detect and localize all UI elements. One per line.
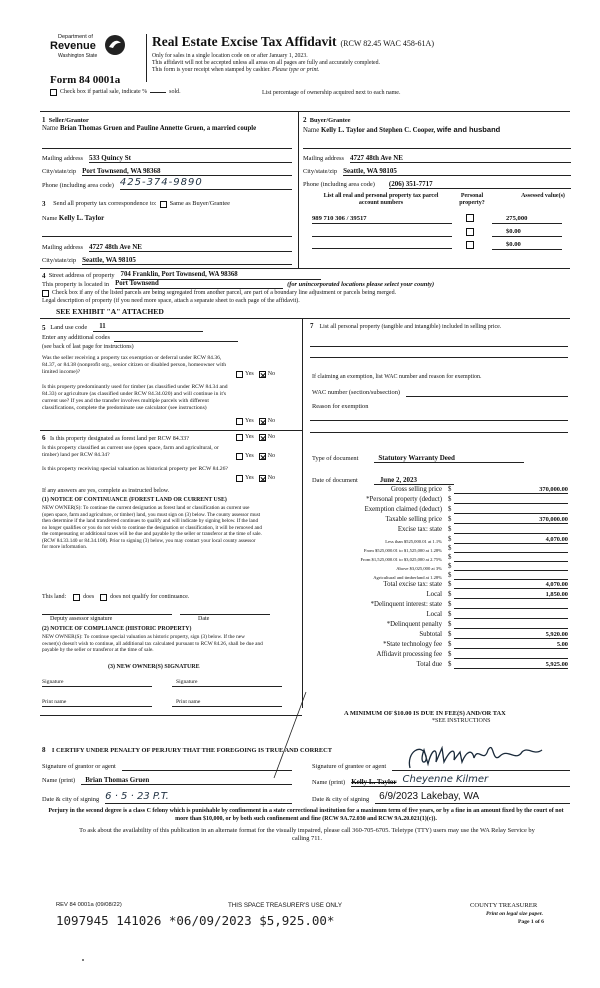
tax-row-value	[454, 611, 568, 619]
tax-row-label: Less than $525,000.01 at 1.1%	[385, 538, 442, 544]
tax-row-value	[454, 526, 568, 534]
tax-row-currency: $	[448, 485, 452, 493]
tax-row	[312, 660, 568, 669]
tax-row-label: Affidavit processing fee	[376, 650, 442, 658]
certify-statement: I CERTIFY UNDER PENALTY OF PERJURY THAT THE FOREGOING IS TRUE AND CORRECT	[51, 747, 332, 754]
buyer-phone: (206) 351-7717	[389, 180, 571, 189]
notice-line3-italic: Please type or print.	[272, 67, 320, 74]
tax-row-value: 1,850.00	[454, 591, 568, 599]
tax-row	[312, 525, 568, 534]
county-treasurer: COUNTY TREASURER	[470, 902, 538, 909]
tax-row-label: Total due	[416, 660, 442, 668]
form-title: Real Estate Excise Tax Affidavit	[152, 34, 337, 49]
tax-row	[312, 535, 568, 544]
tax-row-currency: $	[448, 660, 452, 668]
notice-continuance-title: (1) NOTICE OF CONTINUANCE (FOREST LAND OR CURRENT USE)	[42, 497, 227, 503]
tax-row-label: *Delinquent penalty	[386, 620, 442, 628]
tax-row-label: *State technology fee	[383, 640, 442, 648]
tax-row-value: 5,925.00	[454, 661, 568, 669]
tax-row	[312, 630, 568, 639]
new-owner-signature-heading: (3) NEW OWNER(S) SIGNATURE	[108, 664, 200, 670]
alt-format-notice: To ask about the availability of this publication in an alternate format for the visually impaired, please call 360-705-6705. Teletype (TTY) users may use the WA Relay Service by calling 711.	[79, 827, 535, 843]
grantor-date-city: 6 · 5 · 23 P.T.	[105, 791, 292, 804]
tax-row	[312, 485, 568, 494]
tax-row	[312, 590, 568, 599]
exemption-yes-checkbox[interactable]	[236, 371, 243, 378]
historic-question: Is this property receiving special valuation as historical property per RCW 84.26?	[42, 466, 228, 472]
tax-row-value: 370,000.00	[454, 516, 568, 524]
same-as-buyer-checkbox[interactable]	[160, 201, 167, 208]
tax-row-currency: $	[448, 535, 452, 543]
tax-row-value	[454, 506, 568, 514]
minimum-fee-note: A MINIMUM OF $10.00 IS DUE IN FEE(S) AND/OR TAX	[344, 710, 506, 717]
tax-row	[312, 650, 568, 659]
tax-row	[312, 620, 568, 629]
perjury-notice: Perjury in the second degree is a class C felony which is punishable by confinement in a state correctional institution for a maximum term of five years, or by a fine in an amount fixed by the court of not more than $10,000, or by both such confinement and fine (RCW 9A.72.030 and RCW 9A.20.021(1)(c)).	[48, 808, 564, 822]
tax-row-currency: $	[448, 580, 452, 588]
ownership-note: List percentage of ownership acquired next to each name.	[262, 90, 401, 96]
deputy-date-label: Date	[198, 616, 210, 622]
tax-row-value: 5,920.00	[454, 631, 568, 639]
form-title-ref: (RCW 82.45 WAC 458-61A)	[340, 39, 434, 48]
current-use-no-checkbox[interactable]	[259, 453, 266, 460]
document-date: June 2, 2023	[374, 476, 454, 485]
grantor-print-name: Brian Thomas Gruen	[81, 776, 292, 785]
notice-line3: This form is your receipt when stamped by cashier.	[152, 67, 271, 74]
partial-sale-row	[50, 89, 181, 96]
form-revision: REV 84 0001a (09/08/22)	[56, 902, 122, 908]
buyer-section: 2 Buyer/Grantee Name Kelly L. Taylor and Stephen C. Cooper, wife and husband	[303, 116, 501, 134]
timber-yes-checkbox[interactable]	[236, 418, 243, 425]
buyer-mailing: 4727 48th Ave NE	[350, 154, 571, 163]
current-use-question: Is this property classified as current use (open space, farm and agricultural, or timber) land per RCW 84.34?	[42, 445, 219, 459]
tax-row-label: *Delinquent interest: state	[370, 600, 442, 608]
agency-line2: Revenue	[50, 40, 96, 52]
partial-sale-checkbox[interactable]	[50, 89, 57, 96]
tax-row-label: From $525,000.01 to $1,525,000 at 1.28%	[363, 547, 442, 553]
tax-row-currency: $	[448, 495, 452, 503]
tax-row-label: Above $3,025,000 at 3%	[396, 565, 442, 571]
tax-row	[312, 580, 568, 589]
dor-logo	[44, 34, 132, 68]
segregated-checkbox[interactable]	[42, 290, 49, 297]
partial-sale-label: Check box if partial sale, indicate %	[60, 89, 148, 95]
forest-yes-checkbox[interactable]	[236, 434, 243, 441]
grantee-print-name: Cheyenne Kilmer	[402, 774, 489, 785]
notice-line1: Only for sales in a single location code on or after January 1, 2023.	[152, 53, 308, 60]
land-qualifies-checkbox[interactable]	[73, 594, 80, 601]
exemption-question: Was the seller receiving a property tax exemption or deferral under RCW 84.36, 84.37, or 84.38 (nonprofit org., senior citizen or disabled person, homeowner with limited income)?	[42, 355, 226, 375]
tax-row	[312, 610, 568, 619]
tax-row-label: Exemption claimed (deduct)	[364, 505, 442, 513]
seller-mailing: 533 Quincy St	[89, 154, 292, 163]
grantee-date-city: 6/9/2023 Lakebay, WA	[375, 791, 570, 804]
tax-row	[312, 553, 568, 562]
deputy-signature-label: Deputy assessor signature	[50, 616, 113, 622]
tax-row-label: *Personal property (deduct)	[366, 495, 442, 503]
personal-property-checkbox-3[interactable]	[466, 241, 474, 249]
form-title-block	[152, 34, 434, 74]
tax-row-currency: $	[448, 525, 452, 533]
grantee-signature	[404, 738, 554, 774]
tax-row-label: Excise tax: state	[397, 525, 442, 533]
tax-row-currency: $	[448, 553, 452, 561]
tax-row-value	[454, 563, 568, 571]
tax-row-value: 370,000.00	[454, 486, 568, 494]
tax-row-label: Agricultural and timberland at 1.28%	[373, 574, 442, 580]
stray-mark	[82, 959, 84, 961]
tax-row-value: 4,070.00	[454, 581, 568, 589]
historic-no-checkbox[interactable]	[259, 475, 266, 482]
tax-row-label: Local	[426, 610, 442, 618]
legal-paper-note: Print on legal size paper.	[486, 911, 544, 917]
tax-row-currency: $	[448, 562, 452, 570]
tax-row-value	[454, 621, 568, 629]
tax-row-currency: $	[448, 571, 452, 579]
tax-row-label: Local	[426, 590, 442, 598]
notice-continuance-body: NEW OWNER(S): To continue the current designation as forest land or classification as current use (open space, farm and agriculture, or timber) land, you must sign on (3) below. The county assessor must then determine if the land transferred continues to qualify and will indicate by signing below. If the land no longer qualifies or you do not wish to continue the designation or classification, it will be removed and the compensating or additional taxes will be due and payable by the seller or transferor at the time of sale. (RCW 84.33.140 or 84.34.108). Prior to signing (3) below, you may contact your local county assessor for more information.	[42, 505, 262, 550]
parcel-number: 989 710 306 / 39517	[312, 215, 452, 224]
personal-property-heading: List all personal property (tangible and intangible) included in selling price.	[319, 324, 502, 330]
notice-compliance-title: (2) NOTICE OF COMPLIANCE (HISTORIC PROPERTY)	[42, 626, 192, 632]
tax-row-value	[454, 572, 568, 580]
tax-row-label: Gross selling price	[391, 485, 442, 493]
tax-row	[312, 600, 568, 609]
tax-row-currency: $	[448, 600, 452, 608]
tax-row-value	[454, 554, 568, 562]
seller-name: Brian Thomas Gruen and Pauline Annette Gruen, a married couple	[59, 124, 257, 132]
forest-question: Is this property designated as forest land per RCW 84.33?	[50, 436, 189, 442]
land-use-code: 11	[93, 323, 203, 332]
tax-row-currency: $	[448, 610, 452, 618]
assessed-header: Assessed value(s)	[521, 193, 565, 199]
seller-section: 1 Seller/Grantor Name Brian Thomas Gruen and Pauline Annette Gruen, a married couple	[42, 116, 257, 132]
assessed-value-2: $0.00	[492, 228, 562, 237]
buyer-name: Kelly L. Taylor and Stephen C. Cooper,	[320, 126, 436, 134]
document-type: Statutory Warranty Deed	[374, 454, 524, 463]
tax-row-label: Taxable selling price	[385, 515, 442, 523]
tax-row-value	[454, 545, 568, 553]
exemption-no-checkbox[interactable]	[259, 371, 266, 378]
tax-correspondence-mailing: 4727 48th Ave NE	[89, 243, 292, 252]
tax-row-label: Subtotal	[419, 630, 442, 638]
tax-row-currency: $	[448, 544, 452, 552]
seller-phone: 425-374-9890	[120, 177, 292, 190]
seller-heading: Seller/Grantor	[48, 117, 89, 124]
dor-logo-icon	[104, 34, 126, 56]
buyer-name-extra: wife and husband	[436, 124, 501, 134]
buyer-heading: Buyer/Grantee	[309, 117, 351, 124]
legal-description: SEE EXHIBIT "A" ATTACHED	[56, 307, 164, 316]
tax-row-label: From $1,525,000.01 to $3,025,000 at 2.75%	[360, 556, 442, 562]
assessed-value-3: $0.00	[492, 241, 562, 250]
timber-question: Is this property predominantly used for timber (as classified under RCW 84.34 and 84.33) or agriculture (as classified under RCW 84.34.020) and will continue in it's current use? If yes and the transfer involves multiple parcels with different classifications, complete the predominate use calculator (see instructions)	[42, 384, 228, 411]
personal-property-checkbox-2[interactable]	[466, 228, 474, 236]
agency-line3: Washington State	[58, 53, 98, 59]
notice-line2: This affidavit will not be accepted unless all areas on all pages are fully and accurately completed.	[152, 60, 380, 67]
tax-row-value	[454, 496, 568, 504]
partial-sale-suffix: sold.	[169, 89, 181, 95]
grantee-name-struck: Kelly L. Taylor	[351, 777, 397, 786]
notice-compliance-body: NEW OWNER(S): To continue special valuation as historic property, sign (3) below. If the new owner(s) doesn't wish to continue, all additional tax calculated pursuant to RCW 84.26, shall be due and payable by the seller or transferor at the time of sale.	[42, 634, 263, 654]
cashier-stamp: 1097945 141026 *06/09/2023 $5,925.00*	[56, 913, 335, 928]
treasurer-space: THIS SPACE TREASURER'S USE ONLY	[228, 902, 342, 909]
tax-row	[312, 562, 568, 571]
tax-row-currency: $	[448, 650, 452, 658]
tax-row-value	[454, 651, 568, 659]
tax-row-currency: $	[448, 630, 452, 638]
tax-row	[312, 544, 568, 553]
agency-line1: Department of	[58, 34, 93, 40]
tax-row-value: 4,070.00	[454, 536, 568, 544]
seller-city: Port Townsend, WA 98368	[82, 167, 292, 176]
see-instructions: *SEE INSTRUCTIONS	[432, 718, 491, 724]
tax-row	[312, 505, 568, 514]
personal-property-checkbox-1[interactable]	[466, 214, 474, 222]
tax-row-currency: $	[448, 515, 452, 523]
property-street: 704 Franklin, Port Townsend, WA 98368	[121, 271, 321, 280]
page-number: Page 1 of 6	[518, 919, 544, 925]
tax-correspondence-name: Kelly L. Taylor	[58, 214, 105, 222]
assessed-value-1: 275,000	[492, 215, 562, 224]
current-use-yes-checkbox[interactable]	[236, 453, 243, 460]
parcel-header: List all real and personal property tax parcel account numbers	[323, 193, 439, 207]
tax-row-currency: $	[448, 640, 452, 648]
tax-row-value	[454, 601, 568, 609]
section3-heading: 3 Send all property tax correspondence to: Same as Buyer/Grantee	[42, 200, 230, 208]
tax-correspondence-city: Seattle, WA 98105	[82, 256, 292, 265]
timber-no-checkbox[interactable]	[259, 418, 266, 425]
personal-header: Personal property?	[459, 193, 485, 207]
tax-row-value: 5.00	[454, 641, 568, 649]
forest-no-checkbox[interactable]	[259, 434, 266, 441]
buyer-city: Seattle, WA 98105	[343, 167, 571, 176]
tax-row-label: Total excise tax: state	[383, 580, 442, 588]
tax-row	[312, 495, 568, 504]
historic-yes-checkbox[interactable]	[236, 475, 243, 482]
tax-row-currency: $	[448, 620, 452, 628]
property-location: Port Townsend	[115, 280, 283, 289]
tax-row	[312, 515, 568, 524]
tax-row	[312, 640, 568, 649]
tax-row-currency: $	[448, 505, 452, 513]
tax-row	[312, 571, 568, 580]
tax-row-currency: $	[448, 590, 452, 598]
land-not-qualifies-checkbox[interactable]	[100, 594, 107, 601]
form-number: Form 84 0001a	[50, 74, 121, 86]
